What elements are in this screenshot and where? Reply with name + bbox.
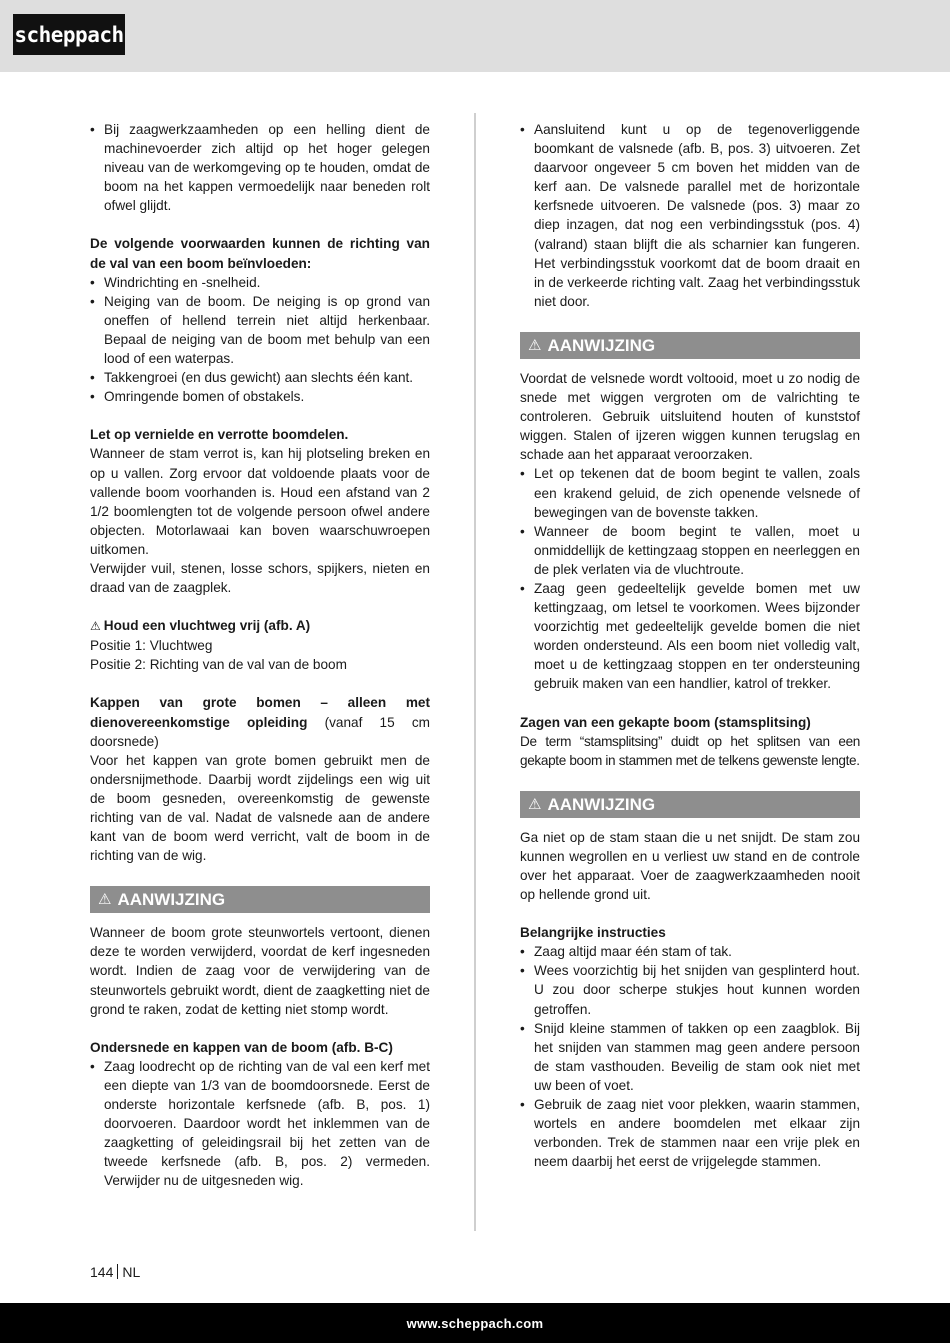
left-column xyxy=(90,120,430,1191)
notice-bullet-list xyxy=(520,464,860,693)
list-item: • Windrichting en -snelheid. xyxy=(90,274,261,290)
brand-logo: scheppach xyxy=(13,14,125,55)
notice-banner: ⚠ AANWIJZING xyxy=(520,332,860,359)
list-item: • Zaag loodrecht op de richting van de val een kerf met een diepte van 1/3 van de boomdoorsnede. Eerst de onderste horizontale kerfsnede (afb. B, pos. 1) doorvoeren. Daardoor wordt het inklemmen van de zaagketting of geleidingsrail bij het zetten van de tweede kerfsnede (afb. B, pos. 2) vermeden. Verwijder nu de uitgesneden wig. xyxy=(90,1058,430,1189)
list-item: • Omringende bomen of obstakels. xyxy=(90,389,305,405)
list-item: • Zaag geen gedeeltelijk gevelde bomen met uw kettingzaag, om letsel te voorkomen. Wees bijzonder voorzichtig met gedeeltelijk gevelde bomen die niet worden ondersteund. Als een boom niet volledig valt, moet u de kettingzaag stoppen en ter ondersteuning gebruik maken van een handlier, katrol of trekker. xyxy=(520,580,860,692)
notice-banner: ⚠ AANWIJZING xyxy=(520,791,860,818)
notice-text: Voordat de velsnede wordt voltooid, moet u zo nodig de snede met wiggen vergroten om de valrichting te controleren. Gebruik uitsluitend houten of kunststof wiggen. Stalen of ijzeren wiggen kunnen terugslag en schade aan het apparaat veroorzaken. xyxy=(520,370,860,463)
warning-icon: ⚠ xyxy=(90,619,101,634)
slope-bullet-list xyxy=(90,120,430,215)
list-item: • Aansluitend kunt u op de tegenoverliggende boomkant de valsnede (afb. B, pos. 3) uitvoeren. Zet daarvoor ongeveer 5 cm boven het midden van de kerf aan. De valsnede parallel met de horizontale kerfsnede uitvoeren. De valsnede (pos. 3) maar zo diep inzagen, dat nog een verbindingsstuk (pos. 4) (valrand) staan blijft die als scharnier kan fungeren. Het verbindingsstuk voorkomt dat de boom draait en in de verkeerde richting valt. Zaag het verbindingsstuk niet door. xyxy=(520,122,860,309)
page-number: 144 xyxy=(90,1264,114,1280)
escape-position-2: Positie 2: Richting van de val van de boom xyxy=(90,657,347,673)
list-item: • Takkengroei (en dus gewicht) aan slechts één kant. xyxy=(90,370,414,386)
list-item: • Gebruik de zaag niet voor plekken, waarin stammen, wortels en andere boomdelen met elkaar zijn verbonden. Trek de stammen naar een vrije plek en neem daarbij het eerst de vrijgelegde stammen. xyxy=(520,1097,860,1170)
footer-bar xyxy=(0,1303,950,1343)
separator xyxy=(117,1264,118,1279)
list-item: • Snijd kleine stammen of takken op een zaagblok. Bij het snijden van stammen mag geen andere persoon de stam vasthouden. Beveilig de stam ook niet met uw been of voet. xyxy=(520,1020,860,1093)
list-item: • Zaag altijd maar één stam of tak. xyxy=(520,944,732,960)
big-trees-text: Voor het kappen van grote bomen gebruikt men de ondersnijmethode. Daarbij wordt zijdelings een wig uit de boom gesneden, overeenkomstig de gewenste richting van de val. Nadat de valsnede aan de andere kant van de boom werd verricht, valt de boom in de richting van de wig. xyxy=(90,752,430,864)
conditions-list xyxy=(90,273,430,407)
escape-position-1: Positie 1: Vluchtweg xyxy=(90,638,213,654)
warning-icon: ⚠ xyxy=(98,891,112,909)
list-item: • Bij zaagwerkzaamheden op een helling dient de machinevoerder zich altijd op het hoger gelegen niveau van de werkomgeving op te houden, omdat de boom na het kappen vermoedelijk naar beneden rolt ofwel glijdt. xyxy=(90,122,430,214)
escape-heading: ⚠ Houd een vluchtweg vrij (afb. A) xyxy=(90,618,311,634)
warning-icon: ⚠ xyxy=(528,336,542,354)
list-item: • Neiging van de boom. De neiging is op grond van oneffen of hellend terrein niet altijd herkenbaar. Bepaal de neiging van de boom met behulp van een lood of een waterpas. xyxy=(90,293,430,367)
rotten-text-2: Verwijder vuil, stenen, losse schors, spijkers, nieten en draad van de zaagplek. xyxy=(90,560,430,596)
undercut-list xyxy=(90,1057,430,1191)
rotten-text: Wanneer de stam verrot is, kan hij plotseling breken en op u vallen. Zorg ervoor dat voldoende plaats voor de vallende boom voorhanden is. Houd een afstand van 2 1/2 boomlengten tot de volgende persoon ofwel andere objecten. Motorlawaai kan boven waarschuwroepen uitkomen. xyxy=(90,446,430,557)
language-code: NL xyxy=(122,1264,141,1280)
list-item: • Let op tekenen dat de boom begint te vallen, zoals een krakend geluid, de zich openende velsnede of bewegingen van de bovenste takken. xyxy=(520,466,860,520)
splitting-heading: Zagen van een gekapte boom (stamsplitsing) xyxy=(520,714,811,730)
rotten-heading: Let op vernielde en verrotte boomdelen. xyxy=(90,427,349,443)
undercut-heading: Ondersnede en kappen van de boom (afb. B-C) xyxy=(90,1039,393,1055)
list-item: • Wees voorzichtig bij het snijden van gesplinterd hout. U zou door scherpe stukjes hout kunnen worden getroffen. xyxy=(520,963,860,1017)
warning-icon: ⚠ xyxy=(528,795,542,813)
website-link[interactable]: www.scheppach.com xyxy=(406,1315,544,1331)
notice-text: Ga niet op de stam staan die u net snijdt. De stam zou kunnen wegrollen en u verliest uw stand en de controle over het apparaat. Voer de zaagwerkzaamheden nooit op hellende grond uit. xyxy=(520,829,860,903)
felling-list xyxy=(520,120,860,311)
column-divider xyxy=(474,113,476,1231)
big-trees-heading: Kappen van grote bomen – alleen met dienovereenkomstige opleiding (vanaf 15 cm doorsnede) xyxy=(90,695,430,749)
important-list xyxy=(520,942,860,1171)
important-heading: Belangrijke instructies xyxy=(520,925,666,941)
notice-banner: ⚠ AANWIJZING xyxy=(90,886,430,913)
right-column xyxy=(520,120,860,1171)
page-indicator xyxy=(90,1264,140,1280)
header-band xyxy=(0,0,950,72)
splitting-text: De term “stamsplitsing” duidt op het splitsen van een gekapte boom in stammen met de telkens gewenste lengte. xyxy=(520,733,860,768)
conditions-heading: De volgende voorwaarden kunnen de richting van de val van een boom beïnvloeden: xyxy=(90,236,430,271)
list-item: • Wanneer de boom begint te vallen, moet u onmiddellijk de kettingzaag stoppen en neerleggen en de plek verlaten via de vluchtroute. xyxy=(520,523,860,577)
notice-text: Wanneer de boom grote steunwortels vertoont, dienen deze te worden verwijderd, voordat de kerf ingesneden wordt. Indien de zaag voor de verwijdering van de steunwortels gebruikt wordt, dient de zaagketting niet de grond te raken, zodat de ketting niet stomp wordt. xyxy=(90,925,430,1017)
